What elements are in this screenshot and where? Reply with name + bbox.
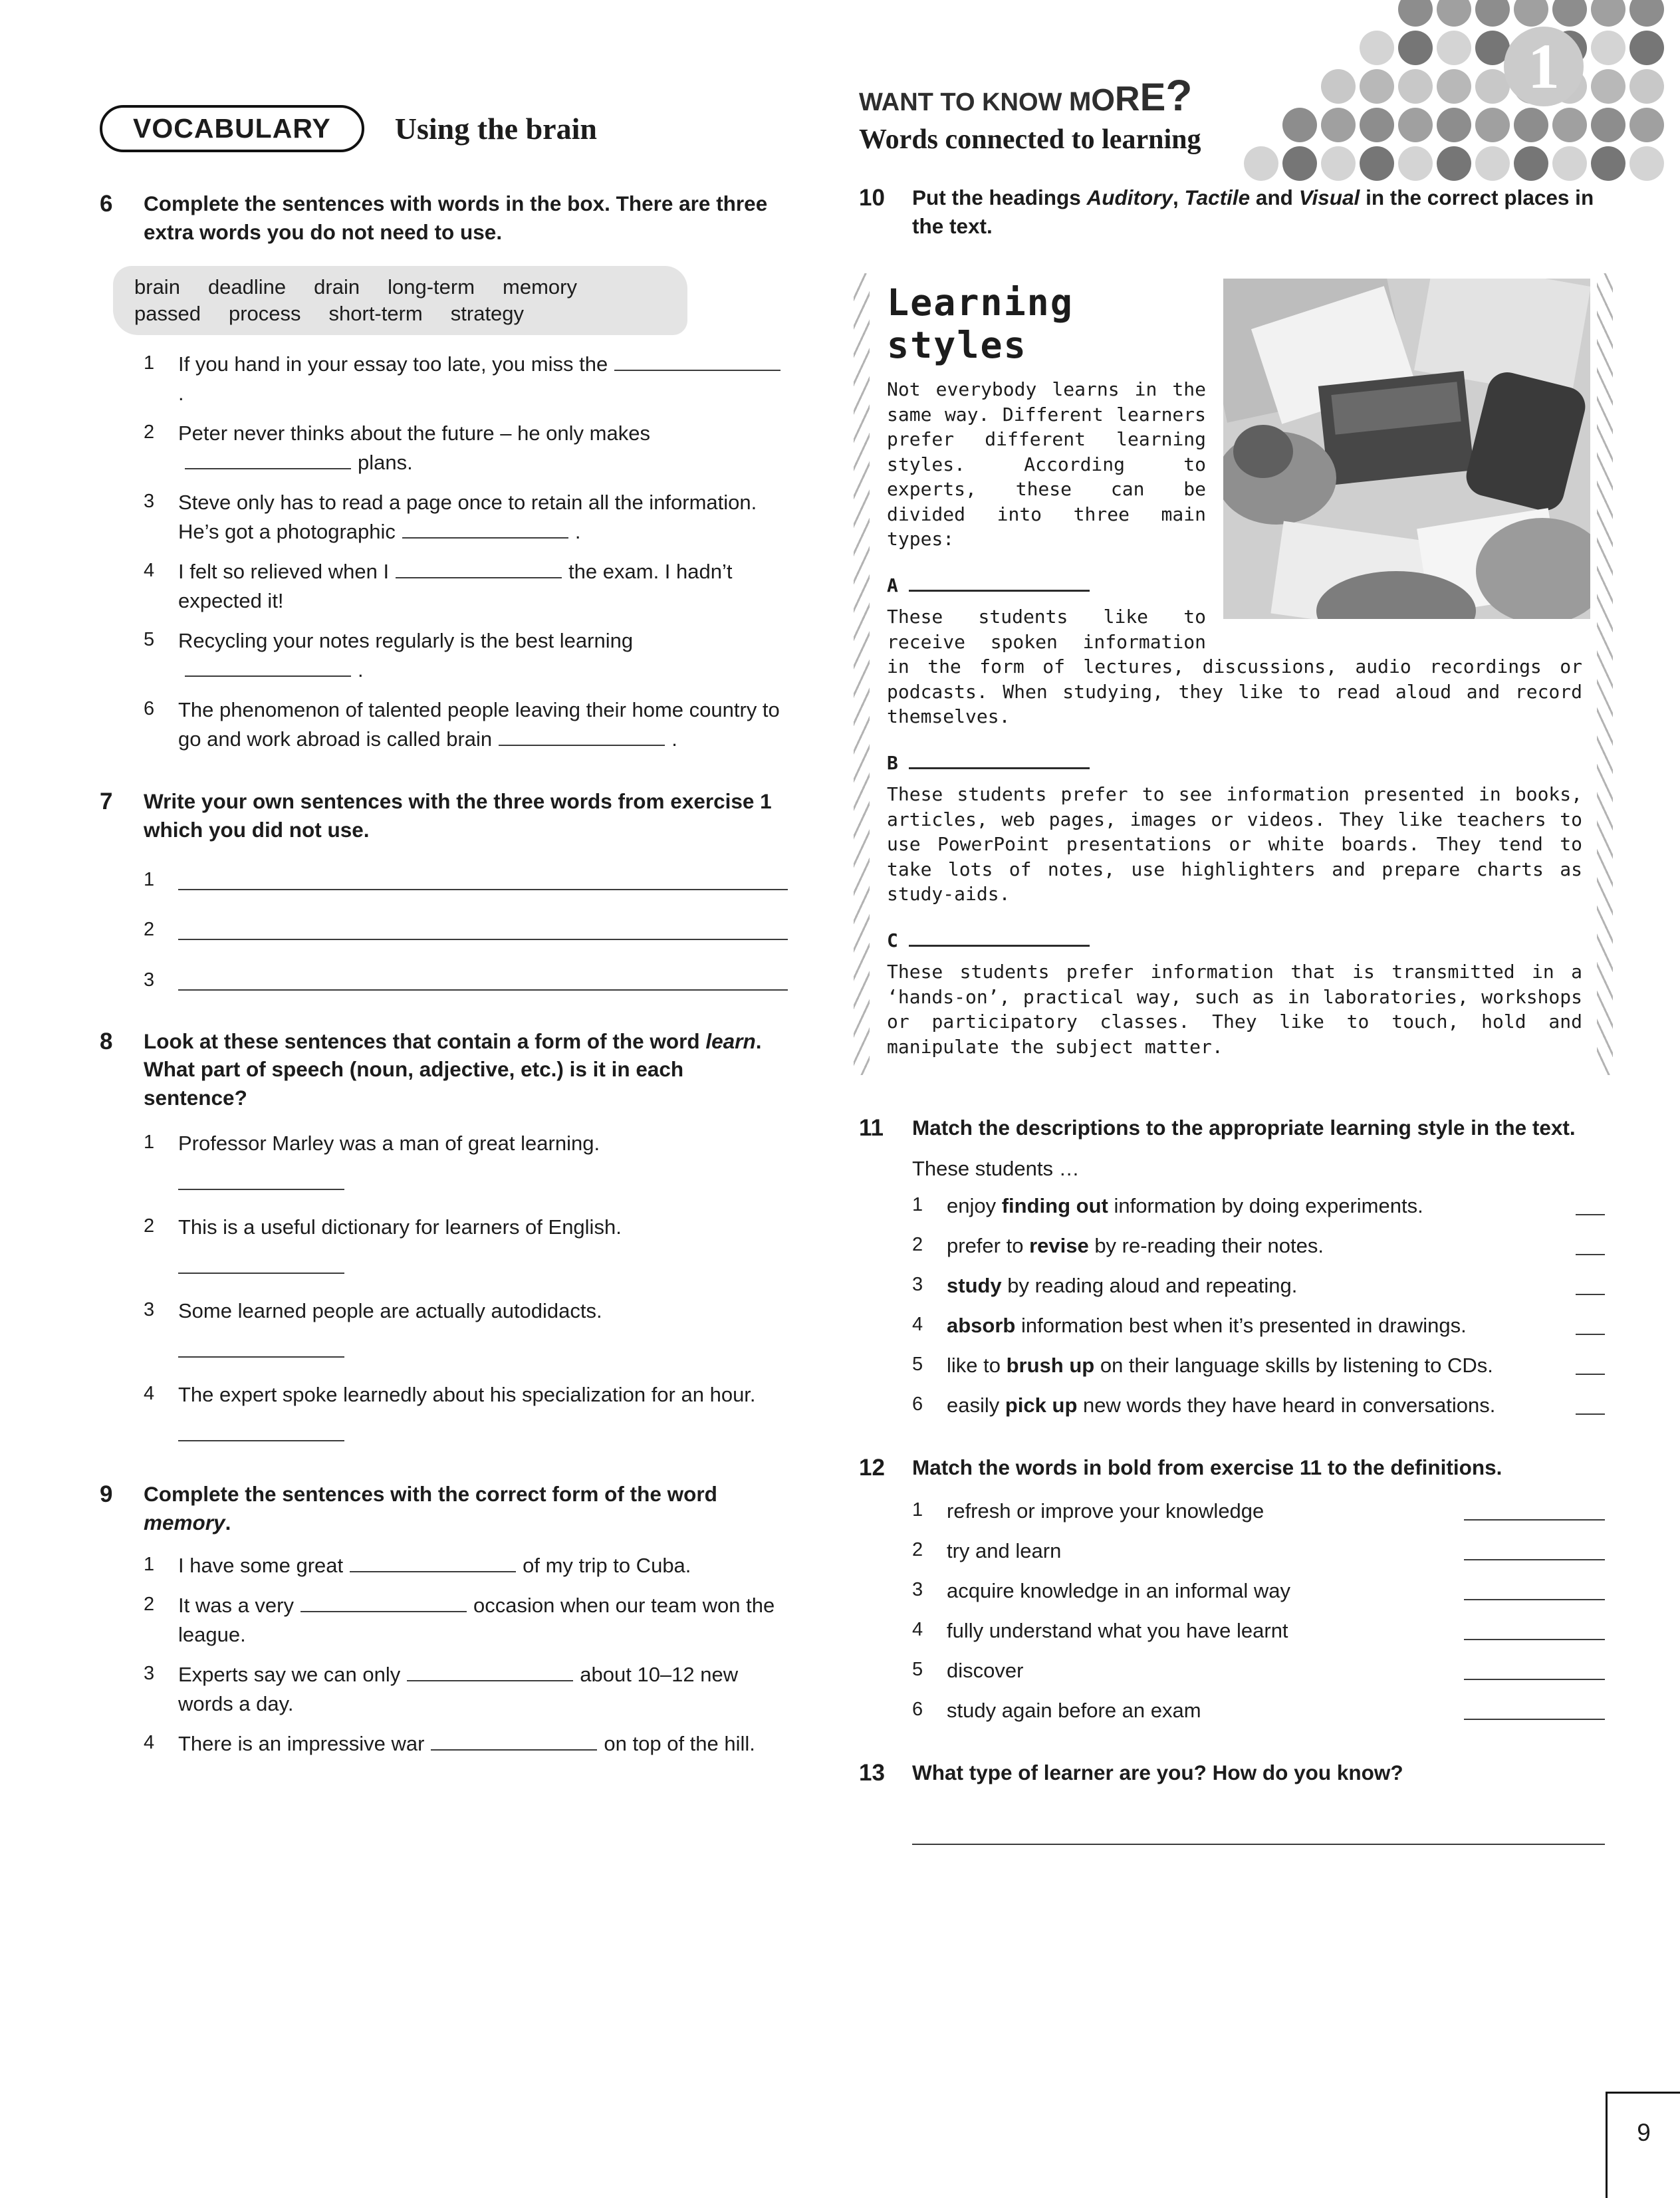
sentence-item [144, 1296, 788, 1363]
instruction-post: . [225, 1510, 231, 1534]
word-box-word: passed [134, 302, 201, 326]
answer-blank-long [1464, 1599, 1605, 1600]
section-label: B [887, 751, 898, 774]
sentence-text [178, 419, 788, 477]
word-box-word: drain [314, 275, 360, 299]
definition-list [912, 1497, 1605, 1725]
sentence-post: . [178, 382, 184, 406]
word-box-word: process [228, 302, 301, 326]
sentence-item [144, 626, 788, 685]
instruction-italic: Auditory [1086, 185, 1173, 209]
match-item [912, 1391, 1605, 1420]
sentence-post: plans. [358, 451, 413, 475]
word-box-word: strategy [450, 302, 525, 326]
want-to-know-more-heading [859, 70, 1605, 120]
definition-text: refresh or improve your knowledge [947, 1499, 1264, 1523]
match-post: information by doing experiments. [1108, 1193, 1423, 1217]
word-box-word: deadline [207, 275, 287, 299]
match-text [947, 1191, 1558, 1221]
instruction-post: in the correct places in the text. [912, 185, 1594, 238]
exercise-instruction: Complete the sentences with words in the box. There are three extra words you do not need to use. [144, 191, 768, 244]
match-pre: easily [947, 1394, 1005, 1417]
sentence-item [144, 557, 788, 616]
fill-in-blank [402, 518, 568, 539]
definition-item [912, 1497, 1605, 1526]
word-box [113, 266, 687, 335]
item-number: 2 [144, 919, 155, 941]
definition-item [912, 1576, 1605, 1606]
item-number: 4 [144, 1732, 155, 1754]
item-number: 4 [144, 1383, 155, 1405]
sentence-item [144, 350, 788, 408]
definition-text: acquire knowledge in an informal way [947, 1578, 1290, 1602]
instruction-italic: Visual [1298, 185, 1360, 209]
exercise-number: 13 [859, 1759, 885, 1786]
match-item [912, 1351, 1605, 1380]
sentence-list [144, 350, 788, 754]
instruction-italic: Tactile [1184, 185, 1251, 209]
word-box-word: brain [134, 275, 180, 299]
fill-in-blank [185, 656, 351, 677]
item-number: 1 [144, 352, 155, 374]
students-photo [1223, 279, 1590, 619]
word-box-word: memory [503, 275, 577, 299]
section-heading [887, 928, 1582, 953]
item-number: 5 [144, 629, 155, 651]
sentence-body: This is a useful dictionary for learners of English. [178, 1215, 622, 1239]
item-number: 2 [912, 1538, 923, 1560]
heading-blank [909, 752, 1090, 769]
exercise-body [912, 1114, 1605, 1420]
fill-in-line [912, 1844, 1605, 1845]
answer-blank-long [1464, 1519, 1605, 1521]
match-post: new words they have heard in conversations. [1077, 1394, 1496, 1417]
sentence-text [178, 557, 788, 616]
exercise-body [144, 1480, 788, 1759]
article-title: Learning styles [887, 281, 1074, 367]
sentence-post: occasion when our team won the league. [178, 1594, 775, 1647]
vocabulary-header [100, 105, 788, 152]
right-column [859, 70, 1605, 1845]
answer-blank-short [1576, 1334, 1605, 1335]
definition-item [912, 1696, 1605, 1725]
sentence-text [178, 1296, 788, 1363]
heading-blank [909, 574, 1090, 591]
section-label: A [887, 574, 898, 596]
exercise-13 [859, 1759, 1605, 1846]
sentence-post: the exam. I hadn’t expected it! [178, 560, 733, 613]
match-text [947, 1391, 1558, 1420]
instruction-post: . What part of speech (noun, adjective, etc.) is it in each sentence? [144, 1029, 762, 1110]
sentence-pre: If you hand in your essay too late, you miss the [178, 352, 608, 376]
wtk-part: O [1091, 82, 1116, 117]
sentence-item [144, 1551, 788, 1580]
sentence-item [144, 1213, 788, 1279]
match-item [912, 1231, 1605, 1261]
writing-line-item [144, 916, 788, 943]
exercise-number: 11 [859, 1115, 884, 1142]
item-number: 3 [144, 969, 155, 991]
sentence-pre: There is an impressive war [178, 1732, 425, 1756]
exercise-instruction [912, 183, 1605, 240]
item-number: 3 [144, 491, 155, 513]
sentence-item [144, 1129, 788, 1195]
item-number: 4 [144, 560, 155, 582]
vocabulary-badge: VOCABULARY [100, 105, 364, 152]
item-number: 1 [144, 1132, 155, 1154]
wtk-part: E [1140, 76, 1166, 119]
fill-in-line [178, 939, 788, 940]
word-box-word: long-term [388, 275, 475, 299]
answer-blank [178, 1356, 344, 1358]
exercise-number: 8 [100, 1028, 113, 1054]
sentence-pre: The phenomenon of talented people leaving their home country to go and work abroad is called brain [178, 698, 780, 751]
section-label: C [887, 929, 898, 951]
sentence-text [178, 1129, 788, 1195]
section-body: These students prefer information that is transmitted in a ‘hands-on’, practical way, such as in laboratories, workshops or participatory classes. They like to touch, hold and manipulate the subject matter. [887, 961, 1582, 1058]
sentence-item [144, 1660, 788, 1719]
exercise-10 [859, 183, 1605, 240]
exercise-number: 9 [100, 1481, 113, 1508]
instruction-pre: Look at these sentences that contain a form of the word [144, 1029, 706, 1053]
match-bold-word: absorb [947, 1313, 1016, 1337]
article-section [887, 928, 1582, 1060]
answer-blank-short [1576, 1294, 1605, 1295]
exercise-instruction: Match the descriptions to the appropriate learning style in the text. [912, 1116, 1576, 1140]
item-number: 6 [912, 1698, 923, 1720]
sentence-item [144, 488, 788, 547]
match-text [947, 1351, 1558, 1380]
torn-edge-right [1597, 273, 1613, 1075]
exercise-instruction [144, 1027, 788, 1112]
section-title: Using the brain [394, 112, 597, 146]
item-number: 6 [912, 1394, 923, 1415]
item-number: 2 [144, 1594, 155, 1616]
sentence-text [178, 626, 788, 685]
sentence-body: Some learned people are actually autodidacts. [178, 1299, 602, 1323]
wtk-part: M [1068, 87, 1092, 116]
exercise-8 [100, 1027, 788, 1447]
exercise-6 [100, 189, 788, 754]
match-pre: prefer to [947, 1233, 1030, 1257]
sentence-list [144, 1551, 788, 1759]
sentence-item [144, 695, 788, 754]
match-text [947, 1271, 1558, 1300]
definition-text: study again before an exam [947, 1698, 1201, 1722]
match-post: on their language skills by listening to CDs. [1094, 1353, 1493, 1377]
item-number: 3 [912, 1578, 923, 1600]
exercise-number: 6 [100, 191, 113, 217]
answer-blank-short [1576, 1413, 1605, 1415]
fill-in-blank [396, 558, 562, 578]
answer-blank [178, 1273, 344, 1274]
match-bold-word: study [947, 1273, 1002, 1297]
exercise-12 [859, 1453, 1605, 1725]
match-bold-word: finding out [1001, 1193, 1108, 1217]
writing-line-item [144, 967, 788, 994]
match-bold-word: revise [1029, 1233, 1089, 1257]
match-list [912, 1191, 1605, 1420]
match-text [947, 1231, 1558, 1261]
match-bold-word: pick up [1005, 1394, 1078, 1417]
sentence-text [178, 488, 788, 547]
match-post: information best when it’s presented in drawings. [1015, 1313, 1467, 1337]
wtk-part: ? [1165, 70, 1193, 120]
item-number: 1 [144, 1554, 155, 1576]
item-number: 2 [912, 1233, 923, 1255]
match-pre: like to [947, 1353, 1007, 1377]
exercise-number: 10 [859, 185, 885, 211]
definition-item [912, 1656, 1605, 1685]
exercise-body [912, 1453, 1605, 1725]
fill-in-blank [300, 1592, 467, 1612]
item-number: 3 [144, 1663, 155, 1685]
match-post: by re-reading their notes. [1088, 1233, 1324, 1257]
exercise-body [134, 189, 788, 754]
answer-blank-long [1464, 1719, 1605, 1720]
sentence-list [144, 1129, 788, 1447]
item-number: 4 [912, 1313, 923, 1335]
sentence-pre: Recycling your notes regularly is the best learning [178, 629, 634, 653]
match-post: by reading aloud and repeating. [1001, 1273, 1298, 1297]
sentence-post: on top of the hill. [604, 1732, 755, 1756]
item-number: 3 [912, 1273, 923, 1295]
sentence-text [178, 695, 788, 754]
answer-blank [178, 1440, 344, 1441]
instruction-pre: Complete the sentences with the correct form of the word [144, 1482, 717, 1507]
match-item [912, 1191, 1605, 1221]
page-number-box [1606, 2092, 1680, 2198]
item-number: 6 [144, 698, 155, 720]
exercise-instruction [144, 1480, 788, 1536]
item-number: 5 [912, 1658, 923, 1680]
sentence-post: . [358, 658, 364, 682]
fill-in-blank [614, 350, 780, 371]
exercise-body [912, 183, 1605, 240]
exercise-body [144, 787, 788, 994]
answer-blank-short [1576, 1254, 1605, 1255]
sentence-text [178, 1551, 788, 1580]
fill-in-line [178, 889, 788, 890]
wtk-part: R [1115, 80, 1140, 118]
answer-blank-long [1464, 1639, 1605, 1640]
fill-in-line [178, 989, 788, 991]
instruction-pre: Put the headings [912, 185, 1087, 209]
item-number: 1 [912, 1499, 923, 1521]
page-number: 9 [1637, 2119, 1651, 2146]
sentence-item [144, 1591, 788, 1649]
item-number: 4 [912, 1618, 923, 1640]
students-photo-illustration [1223, 279, 1590, 619]
exercise-instruction: Write your own sentences with the three words from exercise 1 which you did not use. [144, 789, 772, 842]
wtk-part: WANT TO KNOW [859, 88, 1069, 116]
sentence-item [144, 1729, 788, 1759]
learning-styles-article [859, 271, 1605, 1078]
match-bold-word: brush up [1006, 1353, 1095, 1377]
instruction-italic: memory [144, 1510, 225, 1534]
sentence-pre: Experts say we can only [178, 1663, 401, 1687]
sentence-item [144, 419, 788, 477]
sentence-post: . [574, 520, 581, 544]
item-number: 3 [144, 1299, 155, 1321]
article-section [887, 751, 1582, 907]
subsection-title: Words connected to learning [859, 124, 1201, 155]
sentence-post: of my trip to Cuba. [523, 1554, 691, 1578]
sentence-body: Professor Marley was a man of great learning. [178, 1132, 600, 1156]
sentence-text [178, 1213, 788, 1279]
sentence-text [178, 1591, 788, 1649]
word-box-word: short-term [328, 302, 423, 326]
fill-in-blank [499, 725, 665, 746]
exercise-lead: These students … [912, 1156, 1080, 1180]
sentence-text [178, 1660, 788, 1719]
exercise-body [144, 1027, 788, 1447]
exercise-11 [859, 1114, 1605, 1420]
sentence-post: . [671, 727, 677, 751]
section-body: These students like to receive spoken information in the form of lectures, discussions, audio recordings or podcasts. When studying, they like to read aloud and record themselves. [887, 606, 1582, 728]
definition-text: try and learn [947, 1538, 1062, 1562]
sentence-text [178, 1729, 788, 1759]
exercise-body [912, 1759, 1605, 1846]
fill-in-blank [185, 449, 351, 469]
writing-line-item [144, 866, 788, 894]
section-heading [887, 751, 1582, 776]
match-item [912, 1271, 1605, 1300]
heading-blank [909, 929, 1090, 946]
writing-lines [144, 866, 788, 994]
unit-number: 1 [1528, 31, 1560, 102]
answer-blank [178, 1189, 344, 1190]
sentence-pre: I felt so relieved when I [178, 560, 390, 584]
instruction-italic: learn [705, 1029, 756, 1053]
definition-item [912, 1536, 1605, 1566]
item-number: 1 [144, 869, 155, 891]
exercise-7 [100, 787, 788, 994]
answer-blank-long [1464, 1679, 1605, 1680]
section-body: These students prefer to see information presented in books, articles, web pages, images or videos. They like teachers to use PowerPoint presentations or white boards. They tend to take lots of notes, use highlighters and prepare charts as study-aids. [887, 783, 1582, 906]
sentence-item [144, 1380, 788, 1447]
sentence-text [178, 350, 788, 408]
sentence-pre: It was a very [178, 1594, 294, 1618]
left-column [100, 105, 788, 1759]
instruction-sep: and [1250, 185, 1299, 209]
answer-blank-short [1576, 1214, 1605, 1215]
exercise-number: 12 [859, 1455, 885, 1481]
item-number: 5 [912, 1353, 923, 1375]
definition-item [912, 1616, 1605, 1646]
definition-text: discover [947, 1658, 1024, 1682]
answer-blank-short [1576, 1374, 1605, 1375]
match-item [912, 1311, 1605, 1340]
item-number: 2 [144, 422, 155, 443]
item-number: 1 [912, 1193, 923, 1215]
sentence-post: about 10–12 new words a day. [178, 1663, 739, 1716]
exercise-instruction: What type of learner are you? How do you know? [912, 1760, 1403, 1784]
match-pre: enjoy [947, 1193, 1002, 1217]
sentence-text [178, 1380, 788, 1447]
definition-text: fully understand what you have learnt [947, 1618, 1288, 1642]
fill-in-blank [431, 1730, 597, 1751]
torn-edge-left [854, 273, 870, 1075]
item-number: 2 [144, 1215, 155, 1237]
article-intro: Not everybody learns in the same way. Different learners prefer different learning styles. According to experts, these can be divided into three main types: [887, 378, 1206, 550]
exercise-instruction: Match the words in bold from exercise 11 to the definitions. [912, 1455, 1502, 1480]
exercise-9 [100, 1480, 788, 1759]
sentence-pre: Peter never thinks about the future – he only makes [178, 422, 650, 445]
answer-blank-long [1464, 1559, 1605, 1560]
exercise-number: 7 [100, 789, 113, 815]
match-text [947, 1311, 1558, 1340]
fill-in-blank [350, 1552, 516, 1572]
article-sections [887, 573, 1582, 1060]
instruction-sep: , [1173, 185, 1185, 209]
sentence-pre: Steve only has to read a page once to retain all the information. He’s got a photographic [178, 491, 757, 544]
fill-in-blank [407, 1661, 573, 1681]
sentence-body: The expert spoke learnedly about his specialization for an hour. [178, 1383, 756, 1407]
sentence-pre: I have some great [178, 1554, 344, 1578]
